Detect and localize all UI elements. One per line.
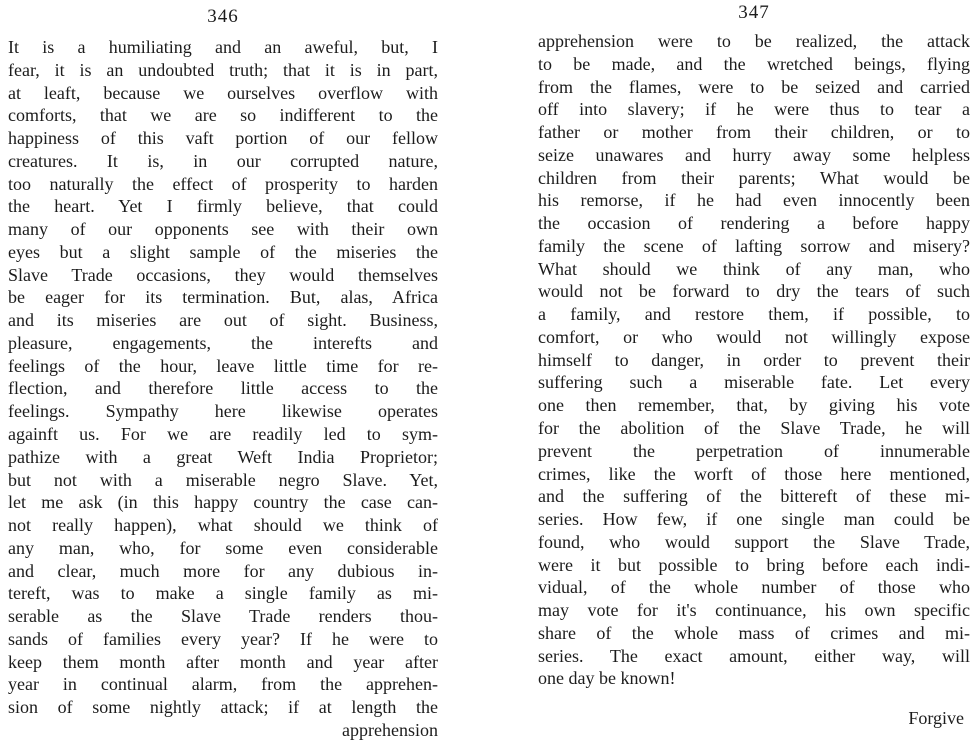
text-line: any man, who, for some even considerable xyxy=(8,537,438,558)
text-line: Slave Trade occasions, they would themselves xyxy=(8,264,438,285)
left-page-catchword: apprehension xyxy=(342,719,438,740)
left-page-text xyxy=(8,36,438,742)
text-line: fear, it is an undoubted truth; that it is in part, xyxy=(8,59,438,80)
text-line: off into slavery; if he were thus to tear a xyxy=(538,99,970,120)
text-line: series. How few, if one single man could be xyxy=(538,509,970,530)
text-line: flection, and therefore little access to the xyxy=(8,378,438,399)
text-line: be eager for its termination. But, alas, Africa xyxy=(8,287,438,308)
text-line: againft us. For we are readily led to sym- xyxy=(8,424,438,445)
text-line: for the abolition of the Slave Trade, he will xyxy=(538,418,970,439)
text-line: father or mother from their children, or to xyxy=(538,122,970,143)
text-line: at leaft, because we ourselves overflow with xyxy=(8,82,438,103)
text-line: and clear, much more for any dubious in- xyxy=(8,560,438,581)
text-line: found, who would support the Slave Trade, xyxy=(538,531,970,552)
text-line: tereft, was to make a single family as mi- xyxy=(8,583,438,604)
right-page-catchword: Forgive xyxy=(908,708,964,728)
text-line: feelings. Sympathy here likewise operates xyxy=(8,401,438,422)
text-line: many of our opponents see with their own xyxy=(8,219,438,240)
text-line: from the flames, were to be seized and carried xyxy=(538,76,970,97)
text-line: the heart. Yet I firmly believe, that could xyxy=(8,196,438,217)
text-line: one day be known! xyxy=(538,668,676,689)
text-line: series. The exact amount, either way, will xyxy=(538,645,970,666)
text-line: crimes, like the worft of those here mentioned, xyxy=(538,463,970,484)
text-line: too naturally the effect of prosperity to harden xyxy=(8,173,438,194)
text-line: sands of families every year? If he were to xyxy=(8,628,438,649)
text-line: vidual, of the whole number of those who xyxy=(538,577,970,598)
text-line: serable as the Slave Trade renders thou- xyxy=(8,606,438,627)
text-line: one then remember, that, by giving his vote xyxy=(538,395,970,416)
text-line: the occasion of rendering a before happy xyxy=(538,213,970,234)
text-line: would not be forward to dry the tears of such xyxy=(538,281,970,302)
text-line: may vote for it's continuance, his own specific xyxy=(538,600,970,621)
text-line: his remorse, if he had even innocently been xyxy=(538,190,970,211)
text-line: and its miseries are out of sight. Business, xyxy=(8,310,438,331)
text-line: prevent the perpetration of innumerable xyxy=(538,440,970,461)
text-line: keep them month after month and year after xyxy=(8,651,438,672)
text-line: suffering such a miserable fate. Let every xyxy=(538,372,970,393)
text-line: feelings of the hour, leave little time for re- xyxy=(8,355,438,376)
text-line: pleasure, engagements, the interefts and xyxy=(8,332,438,353)
right-page-text xyxy=(538,30,970,690)
text-line: to be made, and the wretched beings, flying xyxy=(538,53,970,74)
text-line: himself to danger, in order to prevent their xyxy=(538,349,970,370)
text-line: pathize with a great Weft India Proprietor; xyxy=(8,446,438,467)
text-line: What should we think of any man, who xyxy=(538,258,970,279)
text-line: year in continual alarm, from the apprehen- xyxy=(8,674,438,695)
text-line: comfort, or who would not willingly expose xyxy=(538,326,970,347)
text-line: seize unawares and hurry away some helpless xyxy=(538,144,970,165)
text-line: happiness of this vaft portion of our fellow xyxy=(8,128,438,149)
right-page-number: 347 xyxy=(738,2,770,23)
text-line: and the suffering of the bittereft of these mi- xyxy=(538,486,970,507)
left-page-number: 346 xyxy=(207,6,239,27)
text-line: a family, and restore them, if possible, to xyxy=(538,304,970,325)
text-line: but not with a miserable negro Slave. Yet, xyxy=(8,469,438,490)
text-line: apprehension were to be realized, the attack xyxy=(538,31,970,51)
text-line: eyes but a slight sample of the miseries the xyxy=(8,241,438,262)
text-line: family the scene of lafting sorrow and misery? xyxy=(538,235,970,256)
text-line: creatures. It is, in our corrupted nature, xyxy=(8,150,438,171)
text-line: not really happen), what should we think of xyxy=(8,515,438,536)
text-line: comforts, that we are so indifferent to the xyxy=(8,105,438,126)
text-line: It is a humiliating and an aweful, but, I xyxy=(8,37,438,57)
text-line: share of the whole mass of crimes and mi- xyxy=(538,622,970,643)
text-line: let me ask (in this happy country the case can- xyxy=(8,492,438,513)
text-line: children from their parents; What would be xyxy=(538,167,970,188)
text-line: were it but possible to bring before each indi- xyxy=(538,554,970,575)
text-line: sion of some nightly attack; if at length the xyxy=(8,697,438,718)
